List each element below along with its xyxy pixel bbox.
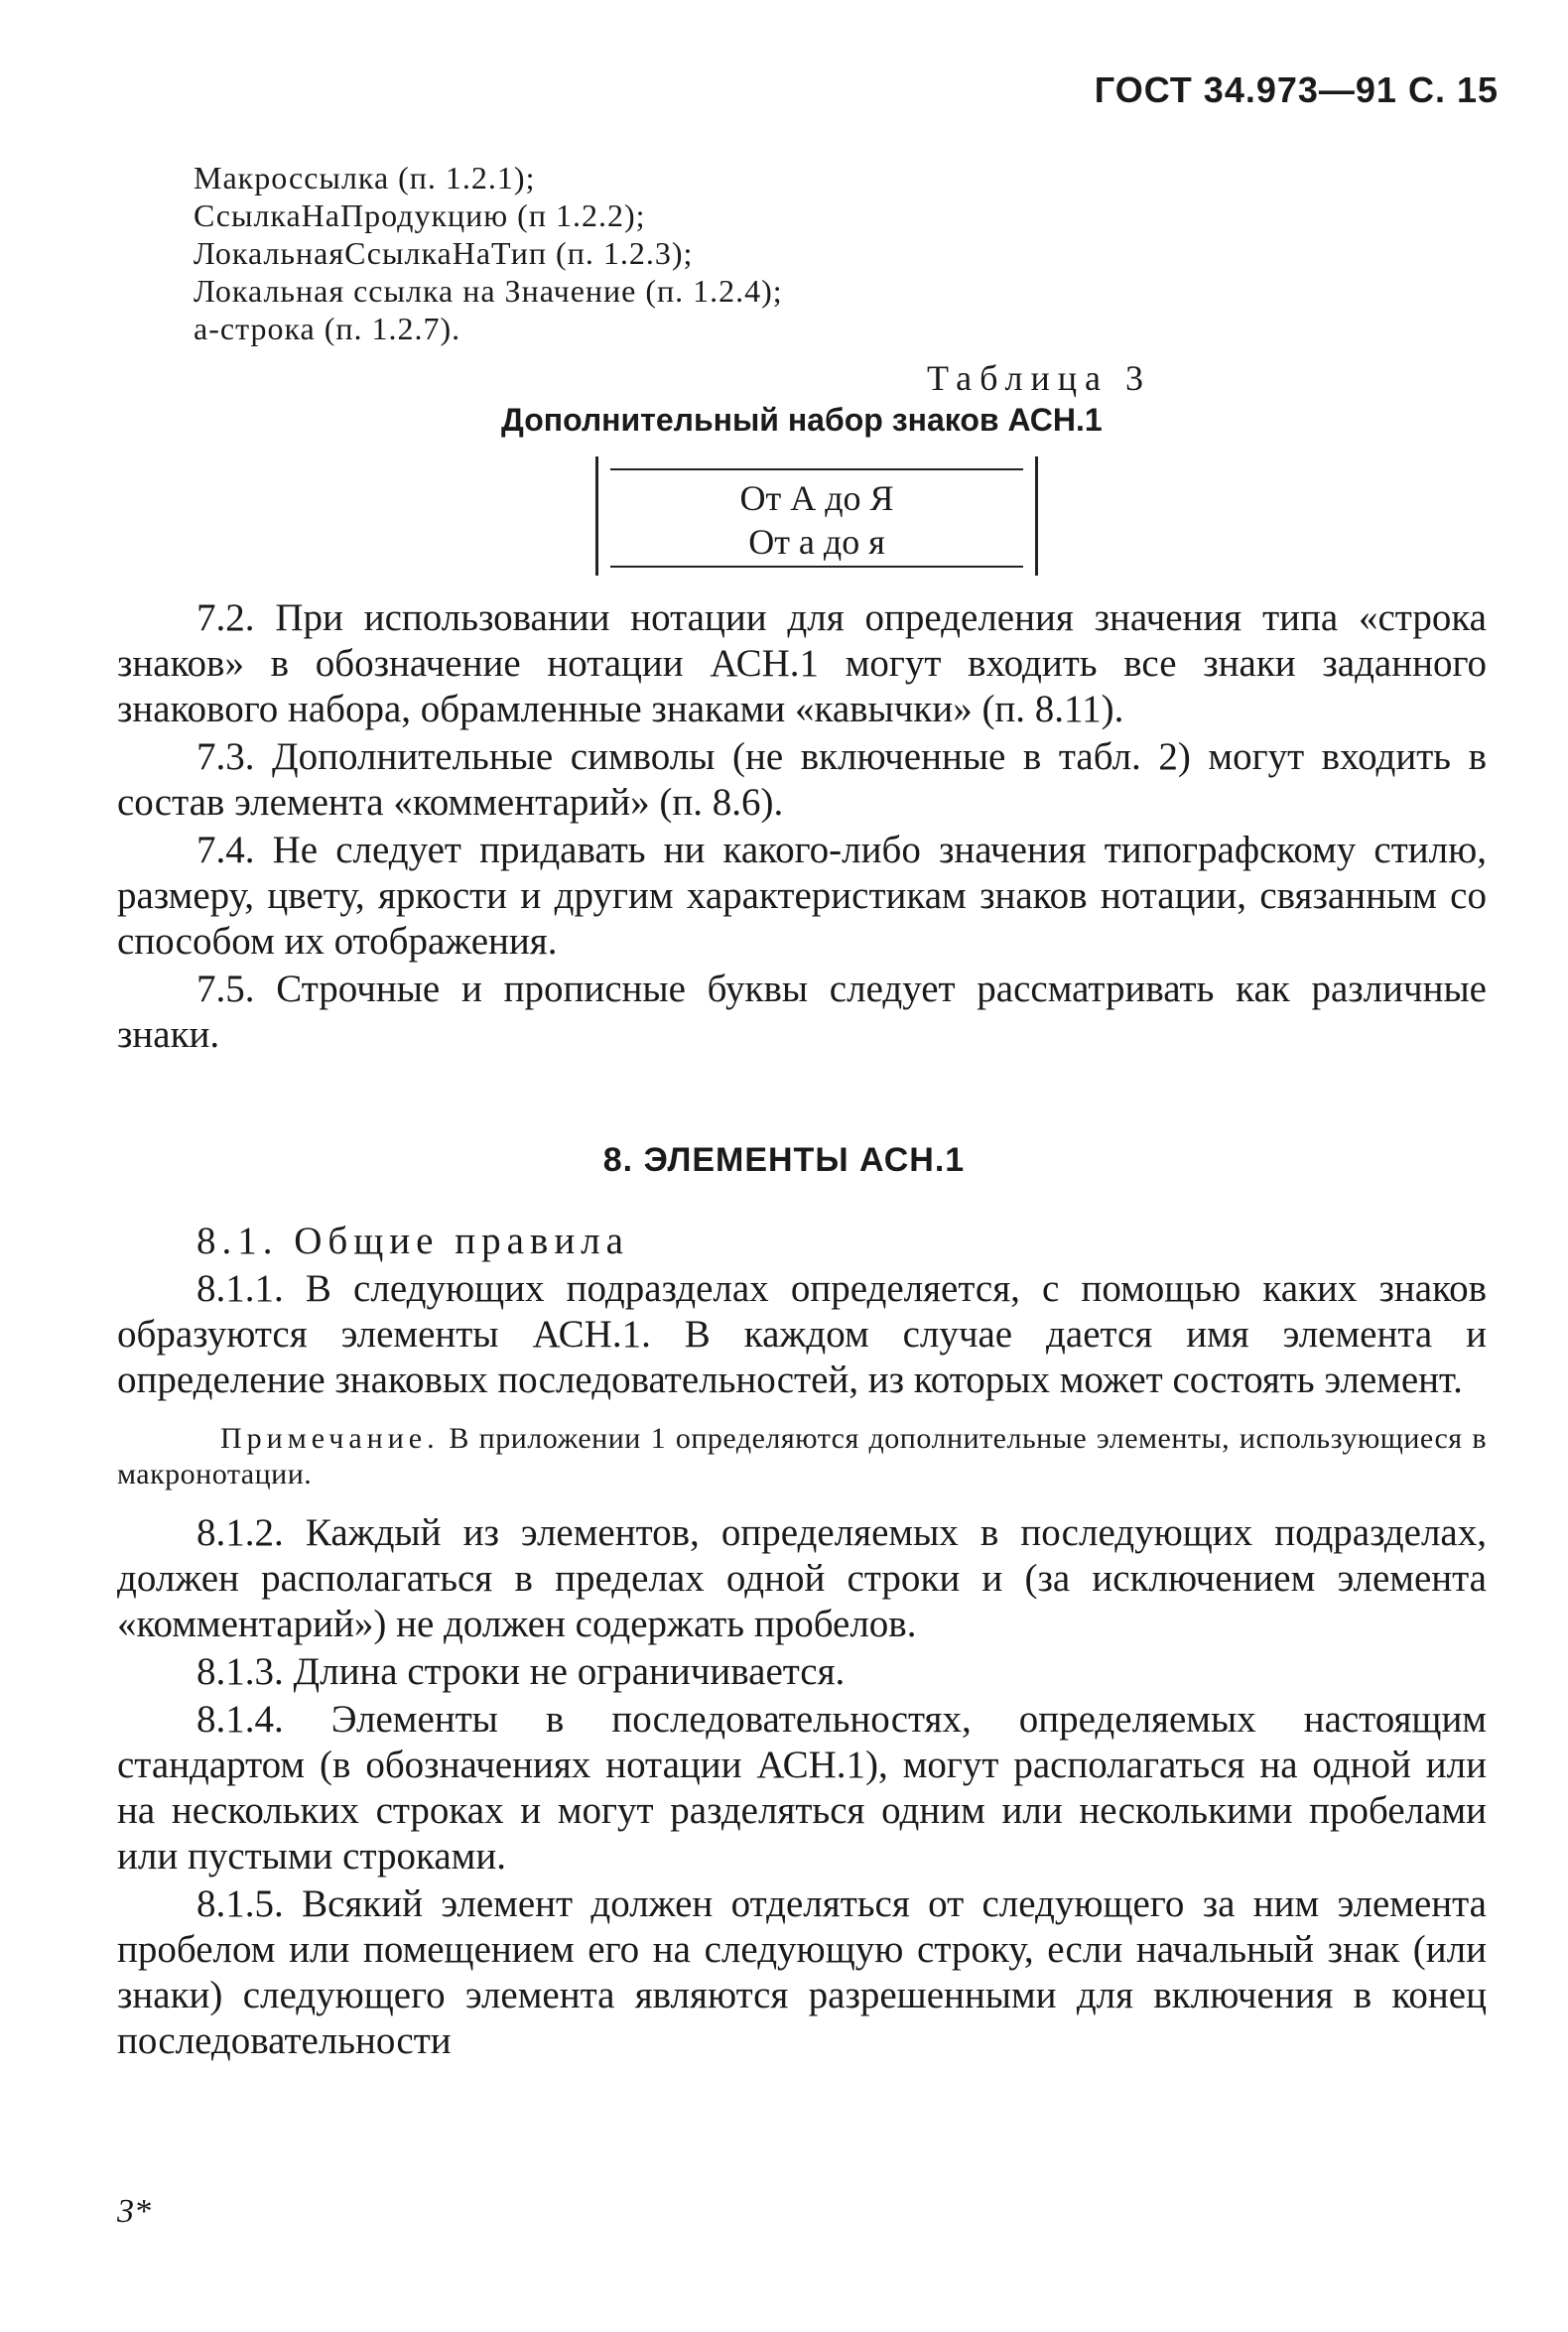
table-caption: Таблица 3 xyxy=(927,358,1151,398)
note-text: В приложении 1 определяются дополнительные элементы, использующиеся в макронотации. xyxy=(117,1422,1488,1490)
section-7-text xyxy=(117,595,1487,1060)
table-title: Дополнительный набор знаков АСН.1 xyxy=(501,402,1103,438)
page-header: ГОСТ 34.973—91 С. 15 xyxy=(1094,69,1499,110)
paragraph-7-2: 7.2. При использовании нотации для определения значения типа «строка знаков» в обозначение нотации АСН.1 могут входить все знаки заданного знакового набора, обрамленные знаками «кавычки» (п. 8.11). xyxy=(117,596,1487,730)
reference-item: СсылкаНаПродукцию (п 1.2.2); xyxy=(194,197,646,233)
table-row: От А до Я xyxy=(739,478,894,518)
paragraph-8-1-3: 8.1.3. Длина строки не ограничивается. xyxy=(196,1650,846,1693)
note-label: Примечание. xyxy=(220,1422,440,1455)
reference-item: Макроссылка (п. 1.2.1); xyxy=(194,160,536,195)
reference-item: Локальная ссылка на Значение (п. 1.2.4); xyxy=(194,273,783,309)
paragraph-8-1-4: 8.1.4. Элементы в последовательностях, определяемых настоящим стандартом (в обозначениях нотации АСН.1), могут располагаться на одной или на нескольких строках и могут разделяться одним или несколькими пробелами или пустыми строками. xyxy=(117,1698,1487,1878)
reference-item: а-строка (п. 1.2.7). xyxy=(194,311,461,346)
paragraph-7-5: 7.5. Строчные и прописные буквы следует рассматривать как различные знаки. xyxy=(117,968,1487,1056)
paragraph-7-3: 7.3. Дополнительные символы (не включенные в табл. 2) могут входить в состав элемента «комментарий» (п. 8.6). xyxy=(117,735,1487,824)
section-8-title: 8. ЭЛЕМЕНТЫ АСН.1 xyxy=(602,1141,966,1179)
note xyxy=(117,1421,1487,1492)
character-set-table xyxy=(595,456,1038,576)
reference-list xyxy=(194,159,783,347)
reference-item: ЛокальнаяСсылкаНаТип (п. 1.2.3); xyxy=(194,235,694,271)
paragraph-7-4: 7.4. Не следует придавать ни какого-либо значения типографскому стилю, размеру, цвету, яркости и другим характеристикам знаков нотации, связанным со способом их отображения. xyxy=(117,829,1487,963)
page-footer-mark: 3* xyxy=(117,2193,151,2230)
paragraph-8-1-1: 8.1.1. В следующих подразделах определяется, с помощью каких знаков образуются элементы АСН.1. В каждом случае дается имя элемента и определение знаковых последовательностей, из которых может состоять элемент. xyxy=(117,1267,1487,1401)
table-row: От а до я xyxy=(748,522,885,562)
section-8-text xyxy=(117,1219,1487,2066)
paragraph-8-1-5: 8.1.5. Всякий элемент должен отделяться от следующего за ним элемента пробелом или помещением его на следующую строку, если начальный знак (или знаки) следующего элемента являются разрешенными для включения в конец последовательности xyxy=(117,1882,1487,2062)
subsection-heading: 8.1. Общие правила xyxy=(196,1220,629,1262)
paragraph-8-1-2: 8.1.2. Каждый из элементов, определяемых в последующих подразделах, должен располагаться в пределах одной строки и (за исключением элемента «комментарий») не должен содержать пробелов. xyxy=(117,1511,1487,1645)
